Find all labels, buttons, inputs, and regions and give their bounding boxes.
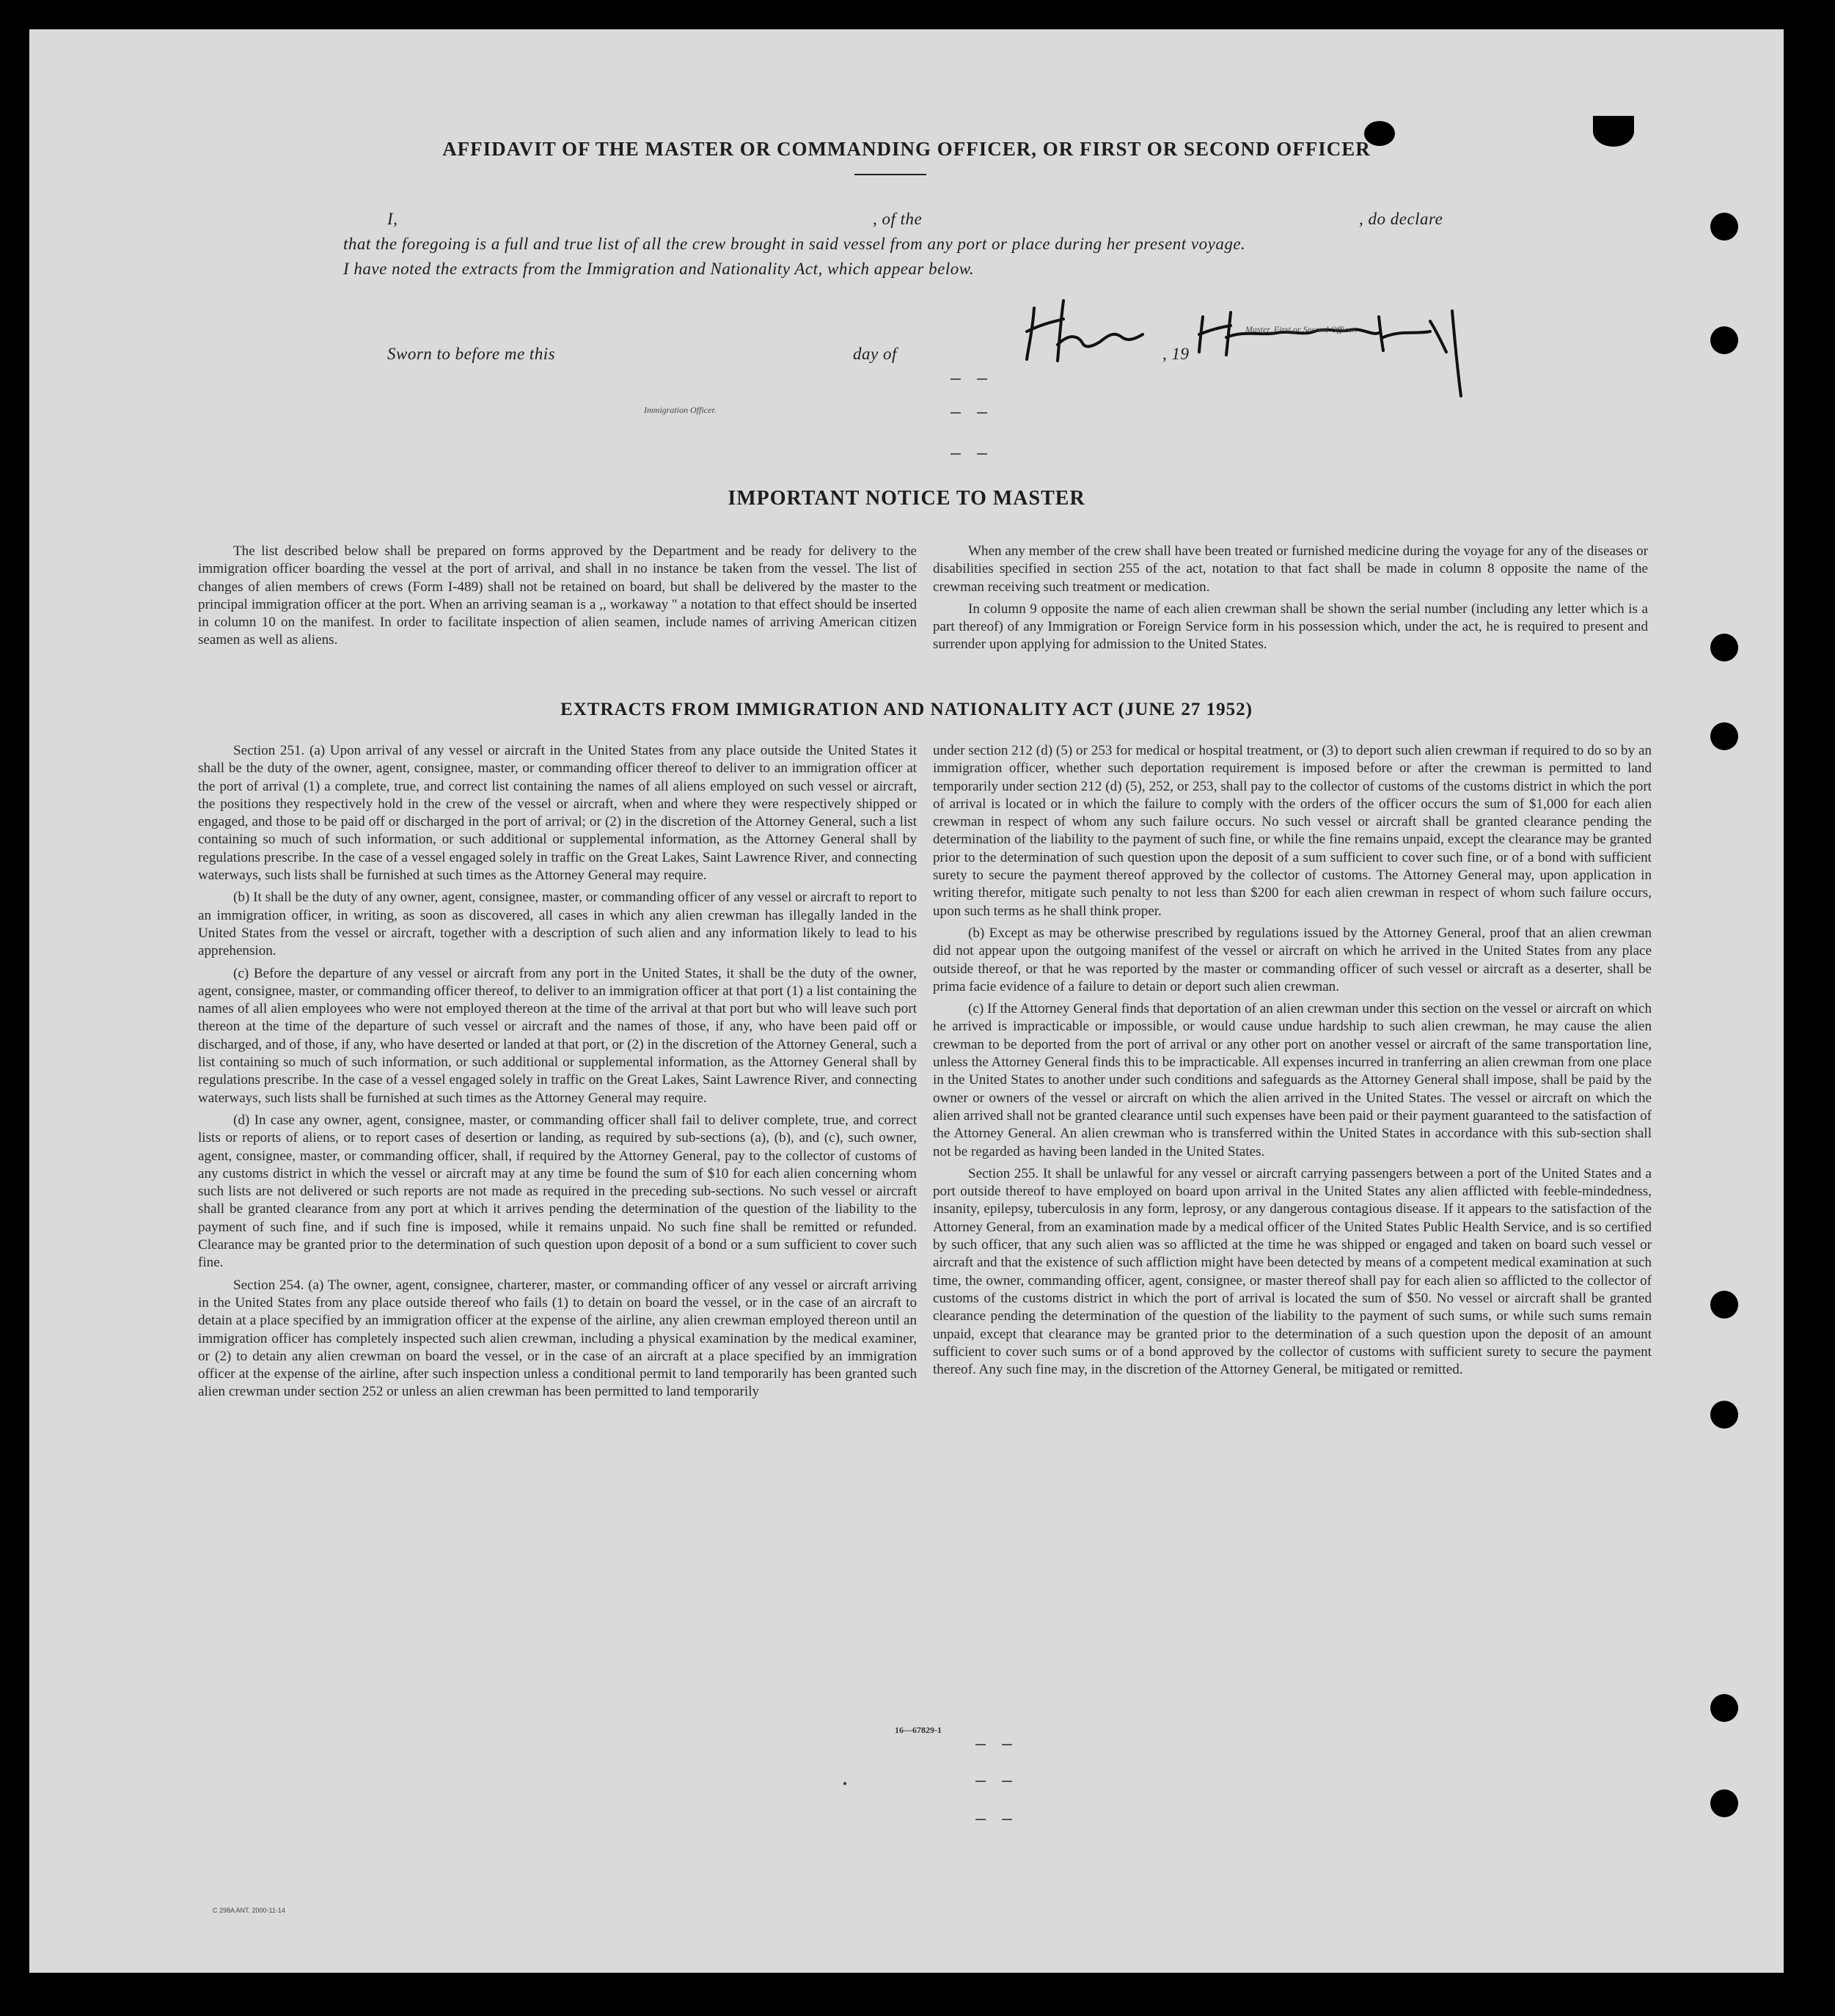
mark [975, 1781, 986, 1782]
binder-hole [1710, 213, 1738, 241]
declaration-line-2: that the foregoing is a full and true list of all the crew brought in said vessel from any port or place during her present voyage. [343, 235, 1246, 253]
section-254-c: (c) If the Attorney General finds that deportation of an alien crewman under this section on the vessel or aircraft on which he arrived is impracticable or impossible, or would cause undue hardship to such alien crewman, he may cause the alien crewman to be deported from the port of arrival or any other port on another vessel or aircraft of the same transportation line, unless the Attorney General finds this to be impracticable. All expenses incurred in tranferring an alien crewman from one place in the United States to another under such conditions and safeguards as the Attorney General shall impose, shall be paid by the owner or owners of the vessel or aircraft on which the alien arrived in the United States. The vessel or aircraft on which the alien arrived shall not be granted clearance until such expenses have been paid or their payment guaranteed to the satisfaction of the Attorney General. An alien crewman who is transferred within the United States in accordance with this sub-section shall not be regarded as having been landed in the United States. [933, 1001, 1652, 1159]
mark [951, 412, 961, 414]
binder-hole [1710, 634, 1738, 661]
mark [1002, 1744, 1012, 1745]
section-254-b: (b) Except as may be otherwise prescribed by regulations issued by the Attorney General, proof that an alien crewman did not appear upon the outgoing manifest of the vessel or aircraft on which he arrived in the United States from any place outside thereof, or that he was reported by the master or commanding officer of such vessel or aircraft as a deserter, shall be prima facie evidence of a failure to detain or deport such alien crewman. [933, 925, 1652, 994]
immigration-officer-label: Immigration Officer. [644, 405, 717, 415]
binder-hole [1710, 1694, 1738, 1722]
notice-right-paragraph-2: In column 9 opposite the name of each alien crewman shall be shown the serial number (including any letter which is a part thereof) of any Immigration or Foreign Service form in his possession which, under the act, he is required to present and surrender upon applying for admission to the United States. [933, 601, 1648, 653]
section-251-a: Section 251. (a) Upon arrival of any vessel or aircraft in the United States from any place outside the United States it shall be the duty of the owner, agent, consignee, master, or commanding officer thereof to deliver to an immigration officer at the port of arrival (1) a complete, true, and correct list containing the names of all aliens employed on such vessel or aircraft, the positions they respectively hold in the crew of the vessel or aircraft, when and where they were respectively shipped or engaged, and those to be paid off or discharged in the port of arrival; or (2) in the discretion of the Attorney General, such a list containing so much of such information, or such additional or supplemental information, as the Attorney General shall by regulations prescribe. In the case of a vessel engaged solely in traffic on the Great Lakes, Saint Lawrence River, and connecting waterways, such lists shall be furnished at such times as the Attorney General may require. [198, 743, 917, 884]
notice-left-paragraph: The list described below shall be prepared on forms approved by the Department and be ready for delivery to the immigration officer boarding the vessel at the port of arrival, and shall in no instance be taken from the vessel. The list of changes of alien members of crews (Form I-489) shall not be retained on board, but shall be delivered by the master to the principal immigration officer at the port. When an arriving seaman is a ,, workaway '' a notation to that effect should be inserted in column 10 on the manifest. In order to facilitate inspection of alien seamen, include names of arriving American citizen seamen as well as aliens. [198, 543, 917, 648]
section-251-c: (c) Before the departure of any vessel or aircraft from any port in the United States, it shall be the duty of the owner, agent, consignee, master, or commanding officer thereof, to deliver to an immigration officer at that port (1) a list containing the names of all alien employees who were not employed thereon at the time of the arrival at that port but who will leave such port thereon at the time of the departure of such vessel or aircraft and the names of those, if any, who have been paid off or discharged, and of those, if any, who have deserted or landed at that port, or (2) in the discretion of the Attorney General, such a list containing so much of such information, or such additional or supplemental information, as the Attorney General shall by regulations prescribe. In the case of a vessel engaged solely in traffic on the Great Lakes, Saint Lawrence River, and connecting waterways, such lists shall be furnished at such times as the Attorney General may require. [198, 965, 917, 1106]
binder-hole [1710, 1789, 1738, 1817]
vessel-label: , of the [873, 210, 923, 228]
section-255: Section 255. It shall be unlawful for any vessel or aircraft carrying passengers between a port of the United States and a port outside thereof to have employed on board upon arrival in the United States any alien afflicted with feeble-mindedness, insanity, epilepsy, tuberculosis in any form, leprosy, or any dangerous contagious disease. If it appears to the satisfaction of the Attorney General, from an examination made by a medical officer of the United States Public Health Service, and is so certified by such officer, that any such alien was so afflicted at the time he was shipped or engaged and taken on board such vessel or aircraft and that the existence of such affliction might have been detected by means of a competent medical examination at such time, the owner, commanding officer, agent, consignee, or master thereof shall pay for each alien so afflicted to the collector of customs of the customs district in which the port of arrival is located the sum of $50. No vessel or aircraft shall be granted clearance pending the determination of the question of the liability to the payment of such sums, or while such sums remain unpaid, except that clearance may be granted prior to the determination of a such question upon the deposit of an amount sufficient to cover such sums or of a bond approved by the collector of customs with sufficient surety to secure the payment thereof. Any such fine may, in the discretion of the Attorney General, be mitigated or remitted. [933, 1165, 1652, 1378]
declarant-label: I, [387, 210, 398, 228]
binder-hole [1710, 1401, 1738, 1429]
signature [1012, 279, 1584, 403]
mark [977, 453, 987, 455]
print-code: 16—67829-1 [895, 1725, 942, 1735]
mark [977, 378, 987, 380]
binder-hole [1710, 722, 1738, 750]
extracts-right-column [933, 742, 1652, 1383]
master-label: Master, First or Second Officer. [1245, 324, 1357, 334]
mark [975, 1744, 986, 1745]
mark [977, 412, 987, 414]
extracts-left-column [198, 742, 917, 1406]
declare-label: , do declare [1359, 210, 1443, 228]
document-page [29, 29, 1784, 1973]
section-251-b: (b) It shall be the duty of any owner, agent, consignee, master, or commanding officer of any vessel or aircraft to report to an immigration officer, in writing, as soon as discovered, all cases in which any alien crewman has illegally landed in the United States from the vessel or aircraft, together with a description of such alien and any information likely to lead to his apprehension. [198, 890, 917, 959]
notice-left [198, 543, 917, 654]
day-of-label: day of [853, 345, 897, 363]
mark [951, 378, 961, 380]
notice-heading: IMPORTANT NOTICE TO MASTER [728, 487, 1085, 510]
mark [975, 1819, 986, 1820]
notice-right-paragraph-1: When any member of the crew shall have been treated or furnished medicine during the voyage for any of the diseases or disabilities specified in section 255 of the act, notation to that fact shall be made in column 8 opposite the name of the crewman receiving such treatment or medication. [933, 543, 1648, 595]
sworn-label: Sworn to before me this [387, 345, 556, 363]
form-code: C 298A ANT. 2000-11-14 [213, 1907, 285, 1914]
extracts-heading: EXTRACTS FROM IMMIGRATION AND NATIONALITY ACT (JUNE 27 1952) [560, 700, 1253, 719]
section-254-a: Section 254. (a) The owner, agent, consignee, charterer, master, or commanding officer of any vessel or aircraft arriving in the United States from any place outside thereof who fails (1) to detain on board the vessel, or in the case of an aircraft to detain at a place specified by an immigration officer at the expense of the airline, any alien crewman employed thereon until an immigration officer has completely inspected such alien crewman, including a physical examination by the medical examiner, or (2) to detain any alien crewman on board the vessel, or in the case of an aircraft at a place specified by an immigration officer at the expense of the airline, after such inspection unless a conditional permit to land temporarily has been granted such alien crewman under section 252 or unless an alien crewman has been permitted to land temporarily [198, 1277, 917, 1400]
affidavit-title: AFFIDAVIT OF THE MASTER OR COMMANDING OFFICER, OR FIRST OR SECOND OFFICER [442, 138, 1371, 160]
section-254-a-continued: under section 212 (d) (5) or 253 for medical or hospital treatment, or (3) to deport such alien crewman if required to do so by an immigration officer, whether such deportation requirement is imposed before or after the crewman is permitted to land temporarily under section 212 (d) (5), 252, or 253, shall pay to the collector of customs of the customs district in which the port of arrival is located or in which the failure to comply with the orders of the officer occurs the sum of $1,000 for each alien crewman in respect of whom any such failure occurs. No such vessel or aircraft shall be granted clearance pending the determination of the liability to the payment of such fine, or while the fine remains unpaid, except the clearance may be granted prior to the determination of such question upon the deposit of a sum sufficient to cover such fine, or of a bond with sufficient surety to secure the payment thereof approved by the collector of customs. The Attorney General may, upon application in writing therefor, mitigate such penalty to not less than $200 for each alien crewman in respect of whom such failure occurs, upon such terms as he shall think proper. [933, 743, 1652, 919]
mark [951, 453, 961, 455]
year-label: , 19 [1162, 345, 1190, 363]
mark [1002, 1781, 1012, 1782]
mark [843, 1782, 846, 1785]
section-251-d: (d) In case any owner, agent, consignee, master, or commanding officer shall fail to deliver complete, true, and correct lists or reports of aliens, or to report cases of desertion or landing, as required by sub-sections (a), (b), and (c), such owner, agent, consignee, master, or commanding officer, shall, if required by the Attorney General, pay to the collector of customs of any customs district in which the vessel or aircraft may at any time be found the sum of $10 for each alien concerning whom such lists are not delivered or such reports are not made as required in the preceding sub-sections. No such vessel or aircraft shall be granted clearance from any port at which it arrives pending the determination of the question of the liability to the payment of such fine, and if such fine is imposed, while it remains unpaid. No such fine shall be remitted or refunded. Clearance may be granted prior to the determination of such question upon deposit of a bond or a sum sufficient to cover such fine. [198, 1112, 917, 1271]
declaration-line-3: I have noted the extracts from the Immigration and Nationality Act, which appear below. [343, 260, 975, 278]
title-rule [854, 174, 926, 175]
mark [1002, 1819, 1012, 1820]
binder-hole [1710, 1291, 1738, 1319]
notice-right [933, 543, 1648, 659]
binder-hole [1710, 326, 1738, 354]
